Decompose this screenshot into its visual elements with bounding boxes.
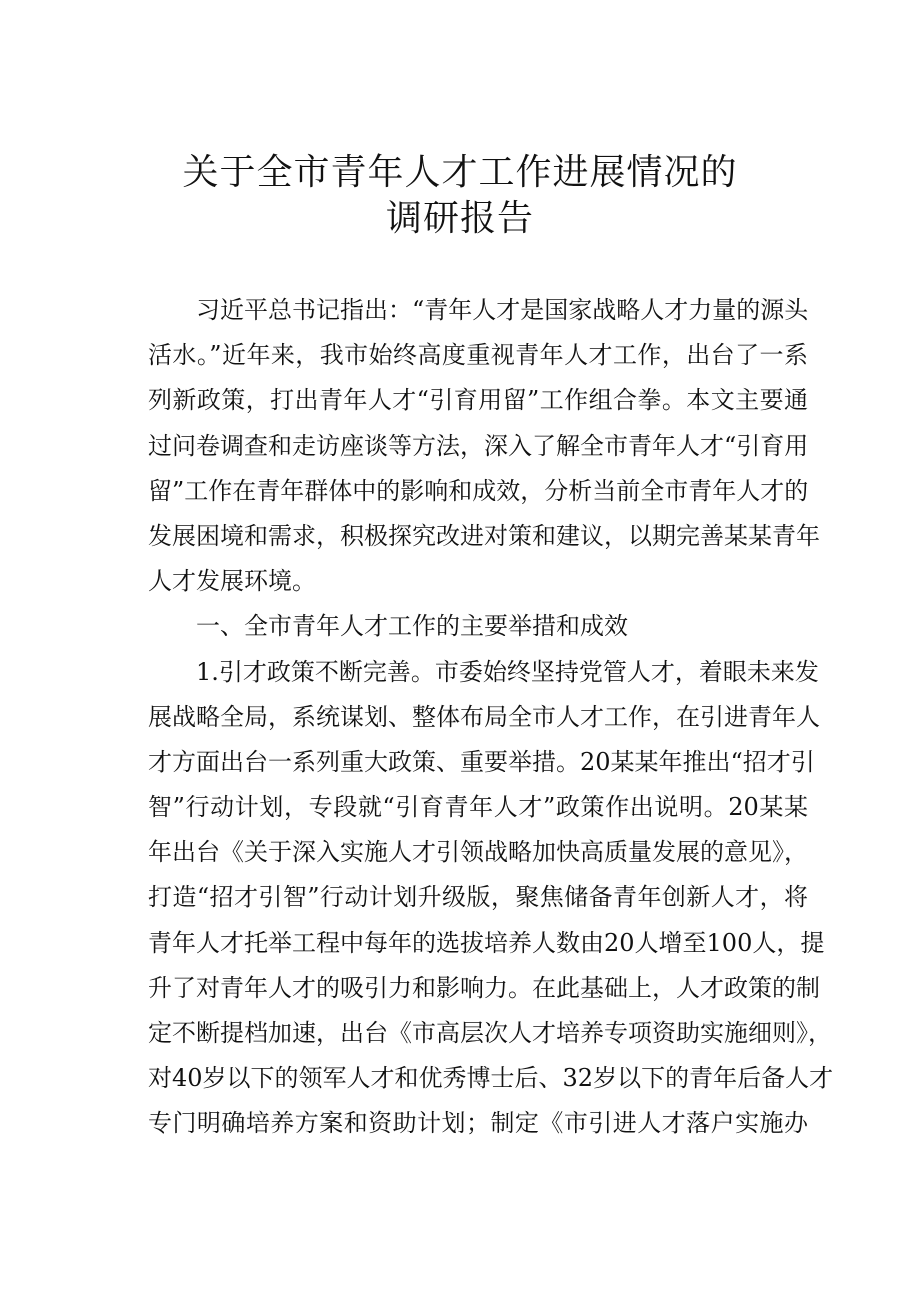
paragraph-line: 打造“招才引智”行动计划升级版，聚焦储备青年创新人才，将 — [148, 883, 808, 912]
paragraph-line: 人才发展环境。 — [148, 567, 316, 596]
paragraph-line: 才方面出台一系列重大政策、重要举措。20某某年推出“招才引 — [148, 747, 815, 776]
paragraph-line: 列新政策，打出青年人才“引育用留”工作组合拳。本文主要通 — [148, 386, 808, 415]
paragraph-line: 习近平总书记指出：“青年人才是国家战略人才力量的源头 — [196, 296, 809, 324]
paragraph-line: 过问卷调查和走访座谈等方法，深入了解全市青年人才“引育用 — [148, 431, 809, 460]
paragraph-line: 定不断提档加速，出台《市高层次人才培养专项资助实施细则》， — [148, 1019, 832, 1047]
paragraph-line: 留”工作在青年群体中的影响和成效，分析当前全市青年人才的 — [148, 476, 809, 505]
paragraph-line: 发展困境和需求，积极探究改进对策和建议，以期完善某某青年 — [148, 521, 820, 550]
paragraph-line: 升了对青年人才的吸引力和影响力。在此基础上，人才政策的制 — [148, 973, 820, 1002]
document-title — [0, 150, 920, 242]
paragraph-line: 青年人才托举工程中每年的选拔培养人数由20人增至100人，提 — [148, 928, 825, 957]
section-heading: 一、全市青年人才工作的主要举措和成效 — [196, 612, 628, 641]
document-body — [148, 288, 834, 1147]
title-line-1: 关于全市青年人才工作进展情况的 — [182, 152, 738, 193]
paragraph-line: 1.引才政策不断完善。市委始终坚持党管人才，着眼未来发 — [196, 657, 819, 686]
title-line-2: 调研报告 — [385, 198, 534, 239]
paragraph-line: 年出台《关于深入实施人才引领战略加快高质量发展的意见》， — [148, 838, 808, 867]
paragraph-line: 专门明确培养方案和资助计划；制定《市引进人才落户实施办 — [148, 1109, 808, 1138]
paragraph-line: 对40岁以下的领军人才和优秀博士后、32岁以下的青年后备人才 — [148, 1064, 834, 1093]
paragraph-line: 智”行动计划，专段就“引育青年人才”政策作出说明。20某某 — [148, 793, 808, 822]
paragraph-line: 活水。”近年来，我市始终高度重视青年人才工作，出台了一系 — [148, 341, 808, 370]
paragraph-line: 展战略全局，系统谋划、整体布局全市人才工作，在引进青年人 — [148, 702, 820, 731]
